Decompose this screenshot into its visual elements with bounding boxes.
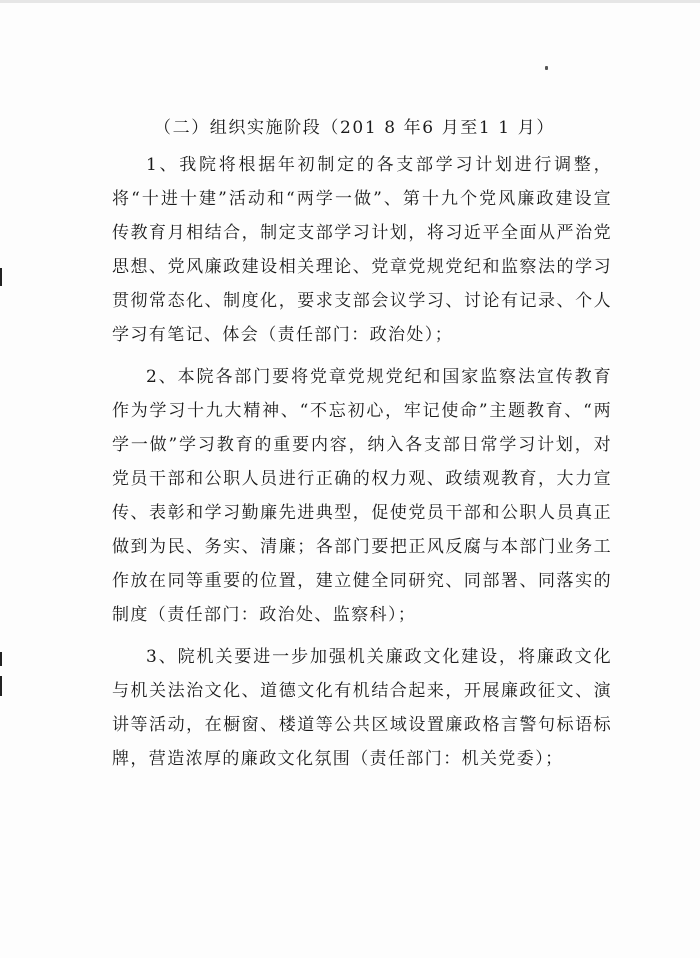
scan-speck: [545, 66, 548, 70]
scan-top-edge: [0, 0, 700, 3]
binding-mark: [0, 676, 2, 696]
paragraph-1: 1、我院将根据年初制定的各支部学习计划进行调整，将“十进十建”活动和“两学一做”、第十九个党风廉政建设宣传教育月相结合，制定支部学习计划，将习近平全面从严治党思想、党风廉政建设相关理论、党章党规党纪和监察法的学习贯彻常态化、制度化，要求支部会议学习、讨论有记录、个人学习有笔记、体会（责任部门：政治处）；: [112, 155, 612, 345]
paragraph-3: 3、院机关要进一步加强机关廉政文化建设，将廉政文化与机关法治文化、道德文化有机结合起来，开展廉政征文、演讲等活动，在橱窗、楼道等公共区域设置廉政格言警句标语标牌，营造浓厚的廉政文化氛围（责任部门：机关党委）；: [112, 647, 612, 769]
document-body: [112, 114, 612, 784]
paragraph-2: 2、本院各部门要将党章党规党纪和国家监察法宣传教育作为学习十九大精神、“不忘初心，牢记使命”主题教育、“两学一做”学习教育的重要内容，纳入各支部日常学习计划，对党员干部和公职人员进行正确的权力观、政绩观教育，大力宣传、表彰和学习勤廉先进典型，促使党员干部和公职人员真正做到为民、务实、清廉；各部门要把正风反腐与本部门业务工作放在同等重要的位置，建立健全同研究、同部署、同落实的制度（责任部门：政治处、监察科）；: [112, 367, 612, 625]
section-heading: （二）组织实施阶段（201 8 年6 月至1 1 月）: [154, 118, 555, 138]
binding-mark: [0, 652, 2, 666]
binding-mark: [0, 268, 2, 286]
